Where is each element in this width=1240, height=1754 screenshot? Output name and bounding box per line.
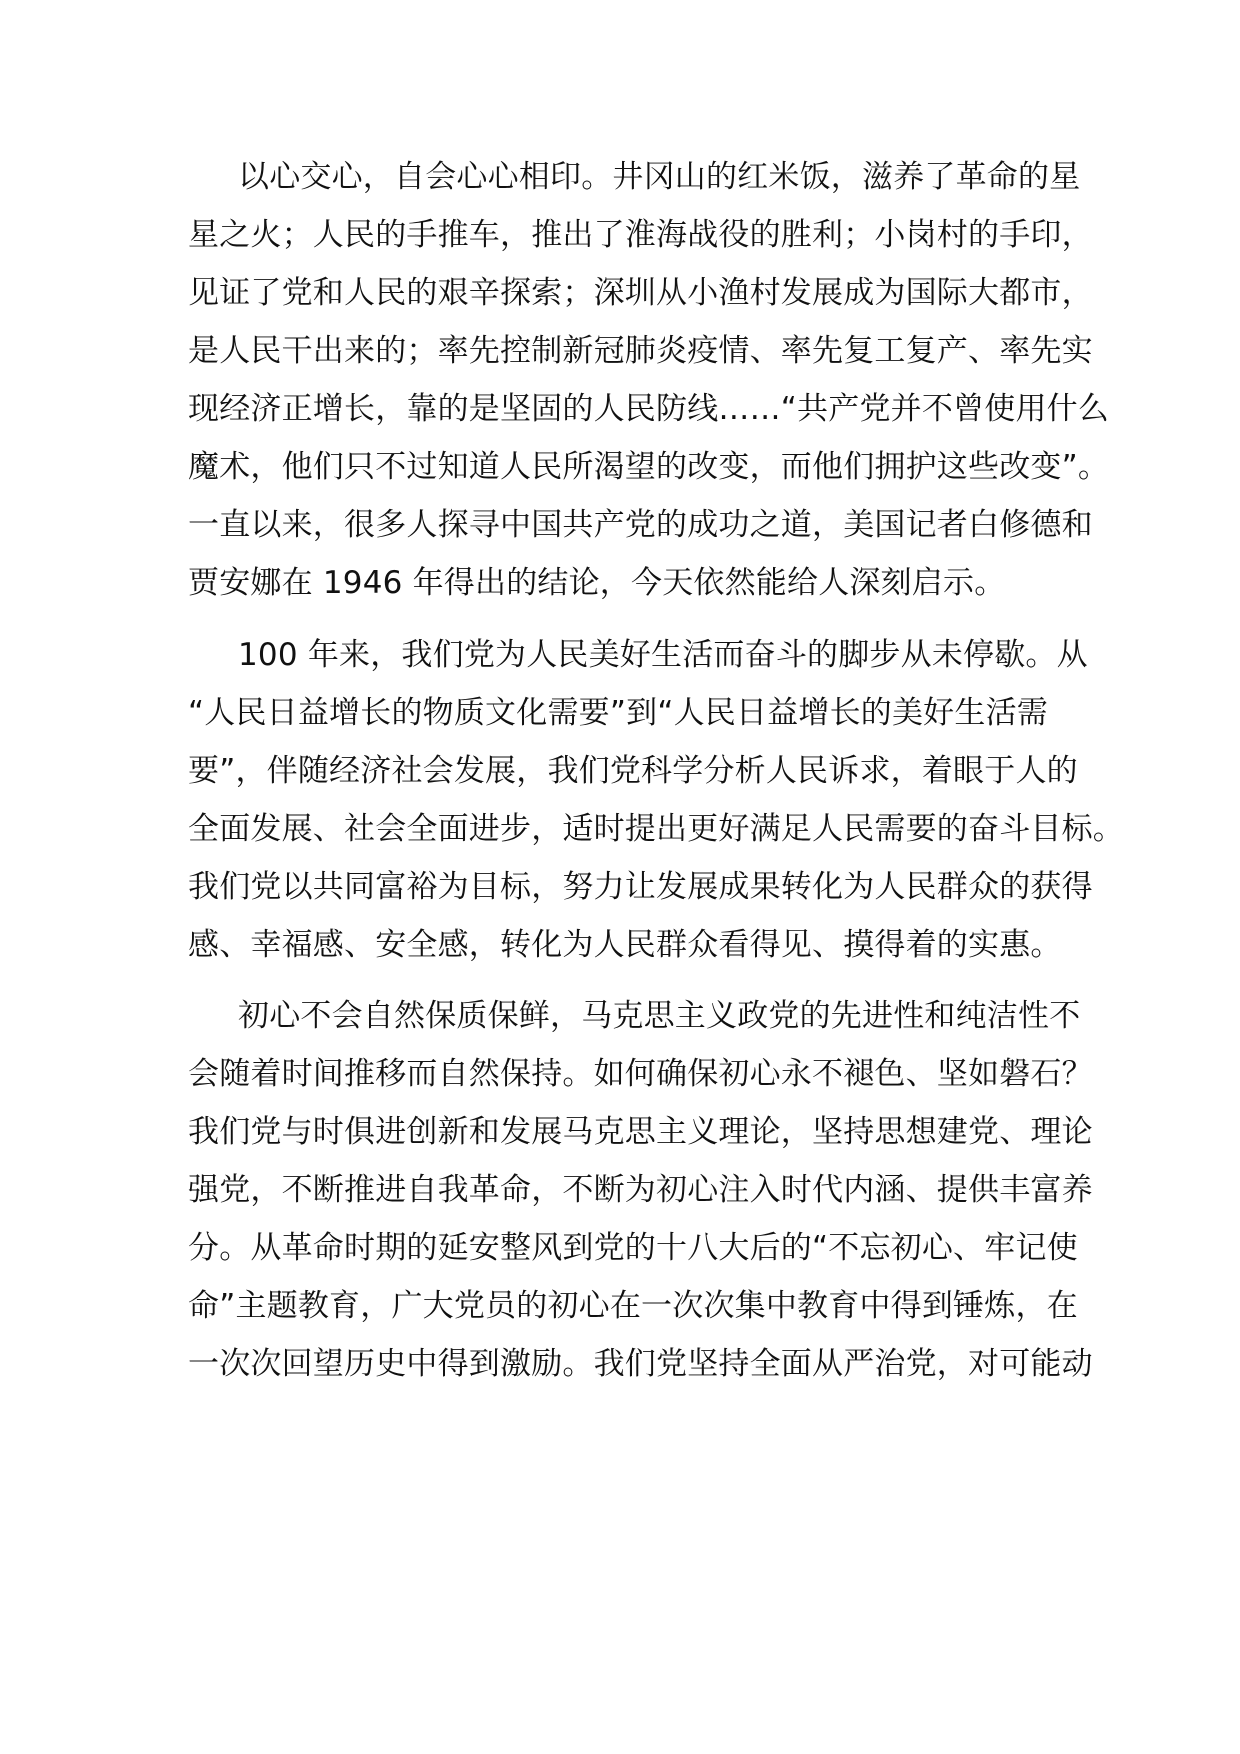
paragraph-line: “人民日益增长的物质文化需要”到“人民日益增长的美好生活需	[188, 695, 1048, 731]
paragraph-line: 一次次回望历史中得到激励。我们党坚持全面从严治党，对可能动	[188, 1346, 1093, 1382]
paragraph-line: 感、幸福感、安全感，转化为人民群众看得见、摸得着的实惠。	[188, 927, 1062, 963]
paragraph-line: 以心交心，自会心心相印。井冈山的红米饭，滋养了革命的星	[238, 159, 1081, 195]
paragraph-line: 100 年来，我们党为人民美好生活而奋斗的脚步从未停歇。从	[238, 637, 1088, 673]
paragraph-line: 贾安娜在 1946 年得出的结论，今天依然能给人深刻启示。	[188, 565, 1006, 601]
paragraph-line: 要”，伴随经济社会发展，我们党科学分析人民诉求，着眼于人的	[188, 753, 1078, 789]
paragraph-line: 命”主题教育，广大党员的初心在一次次集中教育中得到锤炼，在	[188, 1288, 1078, 1324]
paragraph-line: 星之火；人民的手推车，推出了淮海战役的胜利；小岗村的手印，	[188, 217, 1093, 253]
paragraph-line: 全面发展、社会全面进步，适时提出更好满足人民需要的奋斗目标。	[188, 811, 1124, 847]
paragraph-line: 现经济正增长，靠的是坚固的人民防线……“共产党并不曾使用什么	[188, 391, 1110, 427]
paragraph-line: 分。从革命时期的延安整风到党的十八大后的“不忘初心、牢记使	[188, 1230, 1078, 1266]
paragraph-line: 是人民干出来的；率先控制新冠肺炎疫情、率先复工复产、率先实	[188, 333, 1093, 369]
paragraph-line: 我们党与时俱进创新和发展马克思主义理论，坚持思想建党、理论	[188, 1114, 1093, 1150]
paragraph-line: 初心不会自然保质保鲜，马克思主义政党的先进性和纯洁性不	[238, 998, 1081, 1034]
paragraph-line: 魔术，他们只不过知道人民所渴望的改变，而他们拥护这些改变”。	[188, 449, 1110, 485]
paragraph-line: 我们党以共同富裕为目标，努力让发展成果转化为人民群众的获得	[188, 869, 1093, 905]
paragraph-line: 一直以来，很多人探寻中国共产党的成功之道，美国记者白修德和	[188, 507, 1093, 543]
paragraph-line: 强党，不断推进自我革命，不断为初心注入时代内涵、提供丰富养	[188, 1172, 1093, 1208]
paragraph-line: 见证了党和人民的艰辛探索；深圳从小渔村发展成为国际大都市，	[188, 275, 1093, 311]
paragraph-line: 会随着时间推移而自然保持。如何确保初心永不褪色、坚如磐石？	[188, 1056, 1093, 1092]
